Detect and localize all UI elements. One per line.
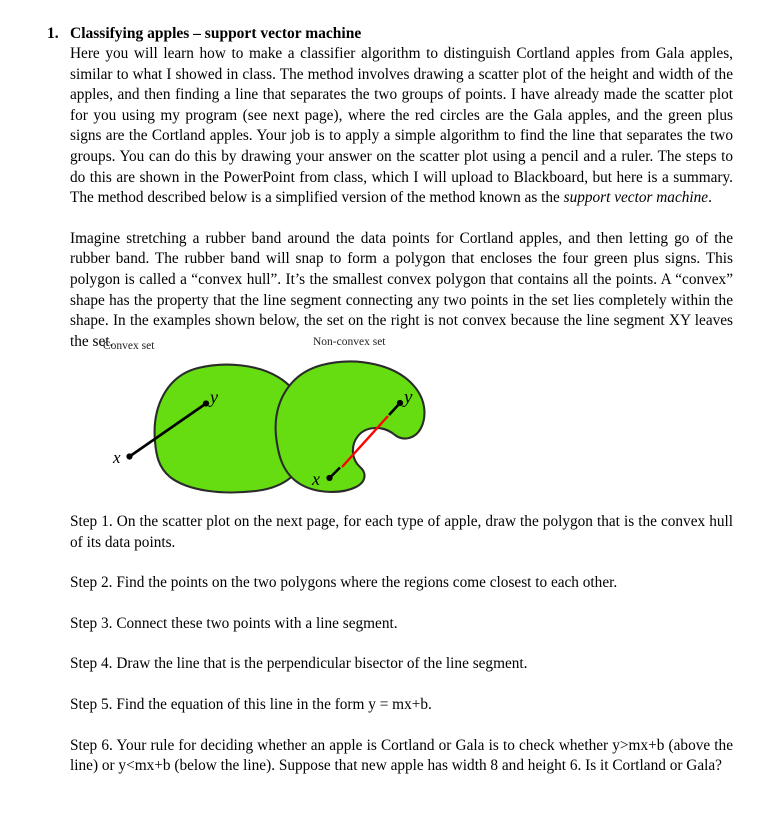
step-5: Step 5. Find the equation of this line in the form y = mx+b. [70, 695, 432, 713]
figure-caption-convex: Convex set [103, 340, 155, 352]
figure-illustration [70, 336, 450, 501]
nonconvex-point-x-label: x [312, 469, 320, 489]
convex-point-y-dot [203, 400, 209, 406]
paragraph-intro-text-after: . [708, 189, 712, 207]
figure-convex-sets [70, 336, 450, 501]
nonconvex-point-y-label: y [404, 387, 413, 408]
page-title: Classifying apples – support vector machine [70, 25, 362, 42]
paragraph-intro-text-before: Here you will learn how to make a classifier algorithm to distinguish Cortland apples from Gala apples, similar to what I showed in class. The method involves drawing a scatter plot of the height and width of the apples, and then finding a line that separates the two groups of points. I have already made the scatter plot for you using my program (see next page), where the red circles are the Gala apples, and the green plus signs are the Cortland apples. Your job is to apply a simple algorithm to find the line that separates the two groups. You can do this by drawing your answer on the scatter plot using a pencil and a ruler. The steps to do this are shown in the PowerPoint from class, which I will upload to Blackboard, but here is a summary. The method described below is a simplified version of the method known as the [70, 45, 733, 207]
paragraph-intro [70, 44, 733, 209]
nonconvex-point-x-dot [326, 475, 332, 481]
figure-caption-nonconvex: Non-convex set [313, 336, 386, 348]
steps-list [70, 512, 733, 777]
step-6: Step 6. Your rule for deciding whether an apple is Cortland or Gala is to check whether y>mx+b (above the line) or y<mx+b (below the line). Suppose that new apple has width 8 and height 6. Is it Cortland or Gala? [70, 736, 733, 775]
step-1: Step 1. On the scatter plot on the next page, for each type of apple, draw the polygon that is the convex hull of its data points. [70, 513, 733, 551]
item-body [70, 24, 733, 352]
convex-point-x-dot [126, 453, 132, 459]
convex-point-x-label: x [113, 448, 121, 467]
convex-point-y-label: y [210, 387, 218, 407]
step-4: Step 4. Draw the line that is the perpendicular bisector of the line segment. [70, 655, 528, 673]
nonconvex-set-shape [276, 362, 425, 492]
step-2: Step 2. Find the points on the two polygons where the regions come closest to each other. [70, 574, 618, 592]
nonconvex-point-y-dot [397, 400, 403, 406]
step-3: Step 3. Connect these two points with a line segment. [70, 614, 398, 632]
numbered-item-1 [47, 24, 733, 352]
term-support-vector-machine: support vector machine [563, 189, 709, 207]
item-number: 1. [47, 25, 59, 42]
paragraph-convex-hull: Imagine stretching a rubber band around the data points for Cortland apples, and then letting go of the rubber band. The rubber band will snap to form a polygon that encloses the four green plus signs. This polygon is called a “convex hull”. It’s the smallest convex polygon that contains all the points. A “convex” shape has the property that the line segment connecting any two points in the set lies completely within the shape. In the examples shown below, the set on the right is not convex because the line segment XY leaves the set. [70, 229, 733, 350]
